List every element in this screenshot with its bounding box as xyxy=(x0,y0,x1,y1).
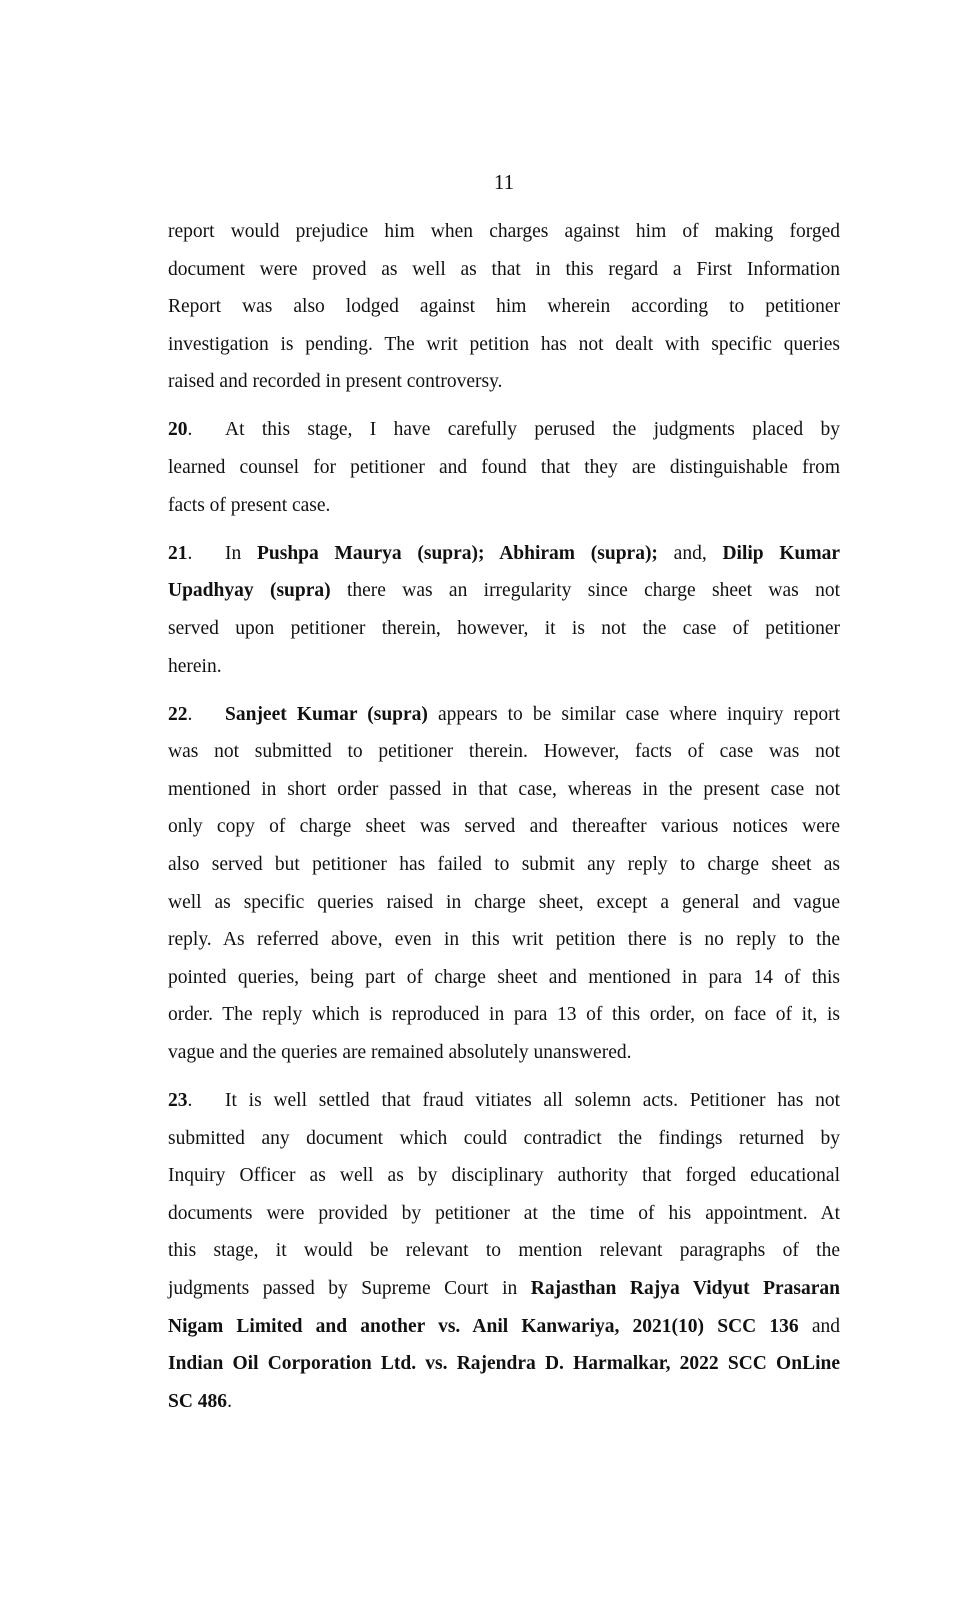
text-segment: reply. As referred above, even in this writ petition there is no reply to the xyxy=(168,929,840,951)
text-line xyxy=(168,1232,840,1270)
text-segment: submitted any document which could contradict the findings returned by xyxy=(168,1127,840,1149)
text-segment: learned counsel for petitioner and found that they are distinguishable from xyxy=(168,457,840,479)
paragraph-21 xyxy=(168,535,840,685)
page-number: 11 xyxy=(493,170,515,194)
paragraph-20 xyxy=(168,411,840,524)
text-segment: vague and the queries are remained absolutely unanswered. xyxy=(168,1041,632,1063)
text-line xyxy=(168,808,840,846)
text-line xyxy=(168,846,840,884)
text-segment: was not submitted to petitioner therein. However, facts of case was not xyxy=(168,741,840,763)
text-segment: there was an irregularity since charge sheet was not xyxy=(330,580,840,602)
text-segment: this stage, it would be relevant to mention relevant paragraphs of the xyxy=(168,1240,840,1262)
text-line xyxy=(168,648,840,686)
case-citation: Rajasthan Rajya Vidyut Prasaran xyxy=(530,1278,841,1300)
text-segment: report would prejudice him when charges against him of making forged xyxy=(168,221,840,242)
text-segment: judgments passed by Supreme Court in xyxy=(168,1278,531,1300)
text-segment: In xyxy=(225,542,257,564)
paragraph-number: 23. xyxy=(168,1090,193,1112)
text-line xyxy=(168,696,840,734)
case-citation: Dilip Kumar xyxy=(722,542,841,564)
text-segment: also served but petitioner has failed to submit any reply to charge sheet as xyxy=(168,854,840,875)
paragraph-23 xyxy=(168,1082,840,1420)
case-citation: Indian Oil Corporation Ltd. vs. Rajendra D. Harmalkar, 2022 SCC OnLine xyxy=(168,1353,840,1375)
text-line xyxy=(168,610,840,648)
text-line xyxy=(168,363,840,401)
case-citation: Upadhyay (supra) xyxy=(168,580,331,602)
text-line xyxy=(168,288,840,326)
text-line xyxy=(168,996,840,1034)
text-line xyxy=(168,1270,840,1308)
text-segment: It is well settled that fraud vitiates all solemn acts. Petitioner has not xyxy=(225,1090,840,1112)
text-segment: only copy of charge sheet was served and thereafter various notices were xyxy=(168,816,840,838)
case-citation: Sanjeet Kumar (supra) xyxy=(225,703,428,725)
text-segment: . xyxy=(227,1390,232,1412)
text-line xyxy=(168,1195,840,1233)
text-segment: facts of present case. xyxy=(168,494,331,516)
text-segment: document were proved as well as that in this regard a First Information xyxy=(168,258,840,280)
text-line xyxy=(168,884,840,922)
paragraph-continued xyxy=(168,213,840,401)
text-segment: well as specific queries raised in charge sheet, except a general and vague xyxy=(168,891,840,913)
text-segment: appears to be similar case where inquiry report xyxy=(427,703,841,725)
text-segment: order. The reply which is reproduced in para 13 of this order, on face of it, is xyxy=(168,1004,840,1026)
text-line xyxy=(168,1034,840,1072)
paragraph-22 xyxy=(168,696,840,1072)
text-segment: raised and recorded in present controversy. xyxy=(168,371,503,393)
text-line xyxy=(168,449,840,487)
text-line xyxy=(168,1120,840,1158)
text-segment: Inquiry Officer as well as by disciplinary authority that forged educational xyxy=(168,1165,840,1187)
text-line xyxy=(168,1383,840,1421)
text-line xyxy=(168,411,840,449)
text-segment: pointed queries, being part of charge sheet and mentioned in para 14 of this xyxy=(168,966,840,988)
text-segment: and xyxy=(798,1315,840,1337)
case-citation: SC 486 xyxy=(168,1390,228,1412)
paragraph-number: 22. xyxy=(168,703,193,725)
paragraph-number: 21. xyxy=(168,542,193,564)
text-segment: mentioned in short order passed in that case, whereas in the present case not xyxy=(168,778,840,800)
case-citation: Pushpa Maurya (supra); Abhiram (supra); xyxy=(256,542,658,564)
text-segment: Report was also lodged against him wherein according to petitioner xyxy=(168,296,840,318)
text-line xyxy=(168,326,840,364)
paragraph-number: 20. xyxy=(168,419,193,441)
document-body xyxy=(168,213,840,1431)
text-line xyxy=(168,959,840,997)
text-segment: served upon petitioner therein, however, it is not the case of petitioner xyxy=(168,617,840,639)
text-line xyxy=(168,535,840,573)
text-segment: herein. xyxy=(168,655,222,677)
text-line xyxy=(168,771,840,809)
text-line xyxy=(168,1308,840,1346)
text-line xyxy=(168,213,840,251)
text-segment: investigation is pending. The writ petition has not dealt with specific queries xyxy=(168,333,840,355)
text-line xyxy=(168,572,840,610)
case-citation: Nigam Limited and another vs. Anil Kanwariya, 2021(10) SCC 136 xyxy=(168,1315,799,1337)
text-segment: and, xyxy=(657,542,723,564)
text-line xyxy=(168,921,840,959)
text-line xyxy=(168,1345,840,1383)
text-line xyxy=(168,251,840,289)
text-line xyxy=(168,1157,840,1195)
text-line xyxy=(168,487,840,525)
text-line xyxy=(168,733,840,771)
text-line xyxy=(168,1082,840,1120)
text-segment: At this stage, I have carefully perused the judgments placed by xyxy=(225,419,840,441)
text-segment: documents were provided by petitioner at the time of his appointment. At xyxy=(168,1202,840,1224)
